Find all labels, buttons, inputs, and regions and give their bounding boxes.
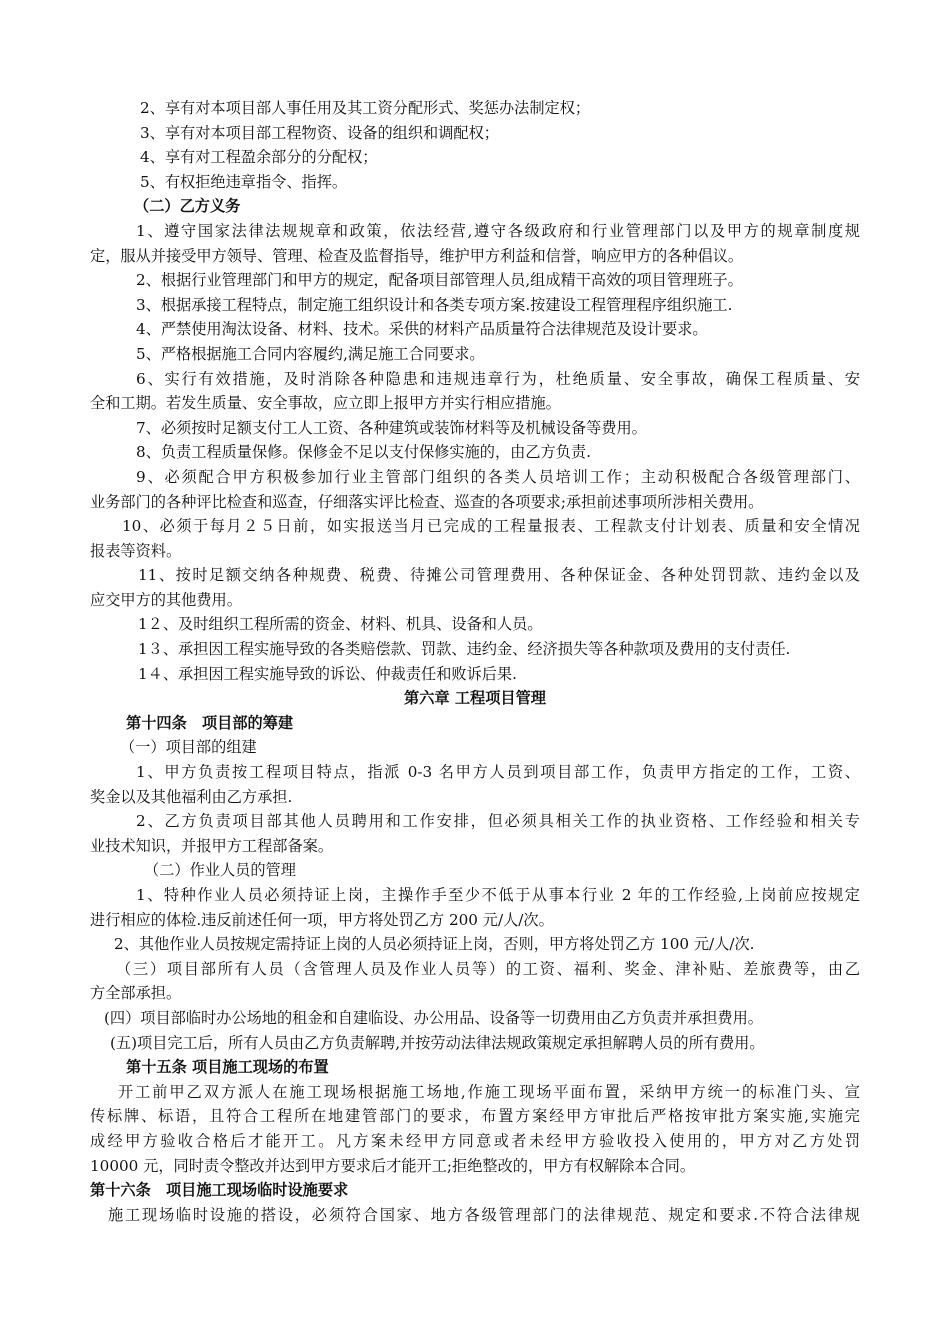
- paragraph-continuation: 进行相应的体检.违反前述任何一项，甲方将处罚乙方 200 元/人/次。: [90, 910, 554, 929]
- document-page: [90, 96, 860, 1227]
- paragraph-continuation: 传标牌、标语，且符合工程所在地建管部门的要求，布置方案经甲方审批后严格按审批方案实施,实施完: [90, 1107, 860, 1126]
- paragraph: 2、根据行业管理部门和甲方的规定，配备项目部管理人员,组成精干高效的项目管理班子。: [136, 271, 743, 290]
- paragraph-continuation: 10000 元，同时责令整改并达到甲方要求后才能开工;拒绝整改的，甲方有权解除本合同。: [90, 1156, 696, 1175]
- paragraph-continuation: 方全部承担。: [90, 984, 182, 1003]
- subsection-heading: （一）项目部的组建: [120, 738, 257, 757]
- paragraph: 1、遵守国家法律法规规章和政策，依法经营,遵守各级政府和行业管理部门以及甲方的规章制度规: [136, 221, 860, 240]
- paragraph: 9、必须配合甲方积极参加行业主管部门组织的各类人员培训工作；主动积极配合各级管理部门、: [136, 467, 860, 486]
- paragraph: 11、按时足额交纳各种规费、税费、待摊公司管理费用、各种保证金、各种处罚罚款、违约金以及: [138, 566, 860, 585]
- paragraph: 3、享有对本项目部工程物资、设备的组织和调配权；: [140, 123, 499, 142]
- paragraph: 5、严格根据施工合同内容履约,满足施工合同要求。: [136, 344, 485, 363]
- paragraph: 1４、承担因工程实施导致的诉讼、仲裁责任和败诉后果.: [138, 664, 517, 683]
- paragraph-continuation: 业务部门的各种评比检查和巡查，仔细落实评比检查、巡查的各项要求;承担前述事项所涉相关费用。: [90, 492, 764, 511]
- paragraph: 10、必须于每月２５日前，如实报送当月已完成的工程量报表、工程款支付计划表、质量和安全情况: [122, 517, 860, 536]
- paragraph: 6、实行有效措施，及时消除各种隐患和违规违章行为，杜绝质量、安全事故，确保工程质量、安: [136, 369, 860, 388]
- paragraph: 施工现场临时设施的搭设，必须符合国家、地方各级管理部门的法律规范、规定和要求.不符合法律规: [108, 1205, 860, 1224]
- paragraph-continuation: 成经甲方验收合格后才能开工。凡方案未经甲方同意或者未经甲方验收投入使用的，甲方对乙方处罚: [90, 1131, 860, 1150]
- section-heading: （二）乙方义务: [134, 197, 241, 216]
- article-heading: 第十四条 项目部的筹建: [126, 713, 294, 732]
- paragraph: 2、乙方负责项目部其他人员聘用和工作安排，但必须具相关工作的执业资格、工作经验和相关专: [136, 812, 860, 831]
- paragraph: 1３、承担因工程实施导致的各类赔偿款、罚款、违约金、经济损失等各种款项及费用的支付责任.: [138, 640, 791, 659]
- chapter-title: 第六章 工程项目管理: [404, 689, 546, 708]
- paragraph: 7、必须按时足额支付工人工资、各种建筑或装饰材料等及机械设备等费用。: [136, 418, 647, 437]
- paragraph: (四）项目部临时办公场地的租金和自建临设、办公用品、设备等一切费用由乙方负责并承担费用。: [104, 1008, 763, 1027]
- paragraph: 1、甲方负责按工程项目特点，指派 0-3 名甲方人员到项目部工作，负责甲方指定的工作，工资、: [136, 763, 860, 782]
- paragraph: 1２、及时组织工程所需的资金、材料、机具、设备和人员。: [138, 615, 543, 634]
- paragraph-continuation: 定，服从并接受甲方领导、管理、检查及监督指导，维护甲方利益和信誉，响应甲方的各种倡议。: [90, 246, 744, 265]
- paragraph: 开工前甲乙双方派人在施工现场根据施工场地,作施工现场平面布置，采纳甲方统一的标准门头、宣: [118, 1082, 860, 1101]
- paragraph-continuation: 报表等资料。: [90, 541, 182, 560]
- paragraph: 2、享有对本项目部人事任用及其工资分配形式、奖惩办法制定权；: [140, 99, 591, 117]
- paragraph-continuation: 全和工期。若发生质量、安全事故，应立即上报甲方并实行相应措施。: [90, 394, 561, 413]
- paragraph-continuation: 业技术知识，并报甲方工程部备案。: [90, 836, 333, 855]
- paragraph: 3、根据承接工程特点，制定施工组织设计和各类专项方案.按建设工程管理程序组织施工.: [136, 295, 733, 314]
- subsection-heading: （二）作业人员的管理: [144, 861, 296, 880]
- paragraph: 2、其他作业人员按规定需持证上岗的人员必须持证上岗，否则，甲方将处罚乙方 100 元/人/次.: [114, 935, 755, 954]
- paragraph: 4、享有对工程盈余部分的分配权；: [140, 148, 378, 167]
- paragraph: (五)项目完工后，所有人员由乙方负责解聘,并按劳动法律法规政策规定承担解聘人员的所有费用。: [110, 1033, 765, 1052]
- paragraph: 5、有权拒绝违章指令、指挥。: [140, 172, 348, 191]
- article-heading: 第十五条 项目施工现场的布置: [126, 1058, 329, 1077]
- paragraph-continuation: 奖金以及其他福利由乙方承担.: [90, 787, 293, 806]
- article-heading: 第十六条 项目施工现场临时设施要求: [90, 1181, 349, 1200]
- paragraph-continuation: 应交甲方的其他费用。: [90, 590, 242, 609]
- paragraph: 8、负责工程质量保修。保修金不足以支付保修实施的，由乙方负责.: [136, 443, 591, 462]
- paragraph: 1、特种作业人员必须持证上岗，主操作手至少不低于从事本行业 2 年的工作经验,上岗前应按规定: [136, 886, 860, 904]
- paragraph: 4、严禁使用淘汰设备、材料、技术。采供的材料产品质量符合法律规范及设计要求。: [136, 320, 708, 339]
- paragraph: （三）项目部所有人员（含管理人员及作业人员等）的工资、福利、奖金、津补贴、差旅费等，由乙: [116, 959, 860, 978]
